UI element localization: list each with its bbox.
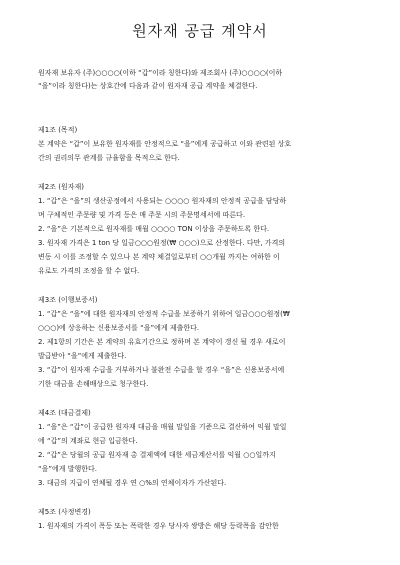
- article-line: 3. 대금의 지급이 연체될 경우 연 ○%의 연체이자가 가산된다.: [38, 479, 227, 487]
- article-line: 발급받아 “을”에게 제출한다.: [38, 352, 127, 360]
- article-line: 2. “갑”은 당월의 공급 원자재 총 결제액에 대한 세금계산서를 익월 ○○일까지: [38, 451, 276, 459]
- article-heading: 제3조 (이행보증서): [38, 296, 98, 304]
- article-line: 3. 원자재 가격은 1 ton 당 일금○○○원정(₩ ○○○)으로 산정한다. 다만, 가격의: [38, 239, 286, 247]
- article-line: 1. “을”은 “갑”이 공급한 원자재 대금을 매월 말일을 기준으로 결산하여 익월 말일: [38, 423, 287, 431]
- article-line: “을”에게 발행한다.: [38, 465, 98, 473]
- article-line: 2. 제1항의 기간은 본 계약의 유효기간으로 정하며 본 계약이 갱신 될 경우 새로이: [38, 338, 286, 346]
- article-heading: 제4조 (대금결제): [38, 409, 91, 417]
- article-line: 1. 원자재의 가격이 폭등 또는 폭락한 경우 당사자 쌍방은 해당 등락폭을 감안한: [38, 522, 279, 530]
- article-line: 1. “갑”은 “을”에 대한 원자재의 안정적 수급을 보증하기 위하여 일금○○○원정(₩: [38, 310, 290, 318]
- intro-line: 원자재 보유자 (주)○○○○(이하 “갑”이라 칭한다)와 제조회사 (주)○○○○(이하: [38, 69, 283, 77]
- article-line: 에 “갑”의 계좌로 현금 입금한다.: [38, 437, 138, 445]
- article-line: 3. “갑”이 원자재 수급을 거부하거나 불완전 수급을 할 경우 “을”은 신용보증서에: [38, 366, 285, 374]
- document-title: 원자재 공급 계약서: [132, 22, 268, 40]
- article-line: ○○○)에 상응하는 신용보증서를 “을”에게 제출한다.: [38, 324, 200, 332]
- article-line: 1. “갑”은 “을”의 생산공정에서 사용되는 ○○○○ 원자재의 안정적 공급을 담당하: [38, 197, 287, 205]
- article-heading: 제1조 (목적): [38, 126, 78, 134]
- article-line: 며 구체적인 주문량 및 가격 등은 매 주문 시의 주문명세서에 따른다.: [38, 211, 246, 219]
- intro-line: “을”이라 칭한다)는 상호간에 다음과 같이 원자재 공급 계약을 체결한다.: [38, 82, 258, 90]
- article-heading: 제2조 (원자재): [38, 183, 84, 191]
- article-line: 2. “을”은 기본적으로 원자재를 매월 ○○○○ TON 이상을 주문하도록 한다.: [38, 225, 270, 233]
- article-line: 간의 권리의무 관계를 규율함을 목적으로 한다.: [38, 154, 180, 162]
- article-heading: 제5조 (사정변경): [38, 508, 91, 516]
- article-line: 기한 대금을 손해배상으로 청구한다.: [38, 380, 149, 388]
- article-line: 본 계약은 “갑”이 보유한 원자재를 안정적으로 “을”에게 공급하고 이와 관련된 상호: [38, 140, 292, 148]
- article-line: 변동 시 이를 조정할 수 있으나 본 계약 체결일로부터 ○○개월 까지는 여하한 이: [38, 253, 280, 261]
- article-line: 유로도 가격의 조정을 할 수 없다.: [38, 267, 140, 275]
